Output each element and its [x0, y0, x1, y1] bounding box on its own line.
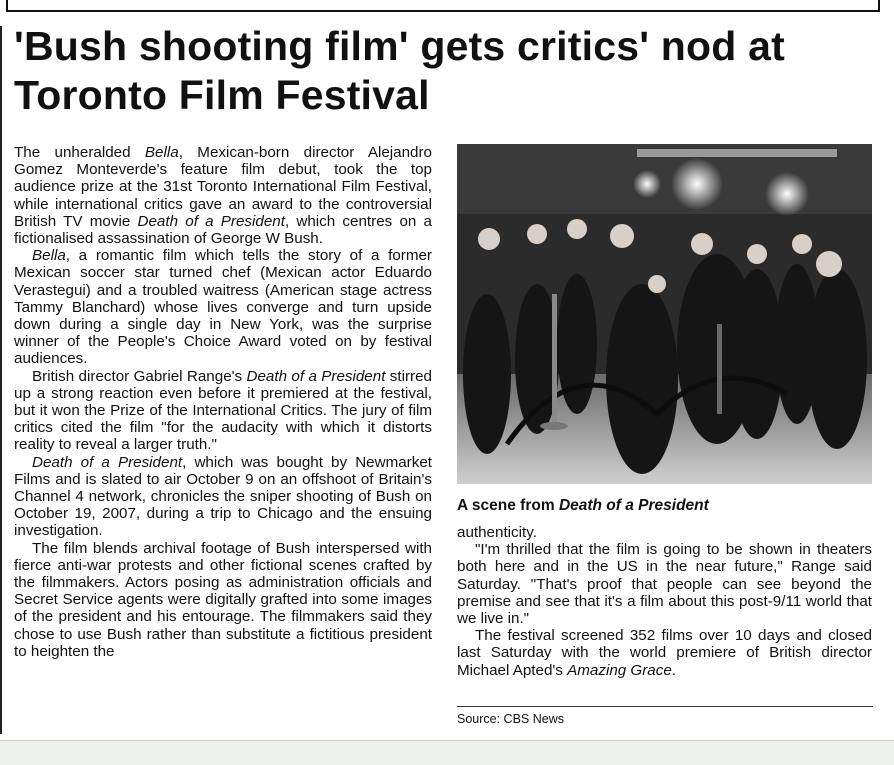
photo-caption	[457, 497, 872, 515]
text-run: , a romantic film which tells the story of a former Mexican soccer star turned chef (Mexican actor Eduardo Verastegui) and a troubled waitress (American stage actress Tammy Blanchard) whose lives converge and turn upside down during a single day in New York, was the surprise winner of the People's Choice Award voted on by festival audiences.	[14, 247, 432, 368]
italic-title-text: Death of a President	[558, 497, 709, 514]
headline: 'Bush shooting film' gets critics' nod at Toronto Film Festival	[14, 23, 785, 118]
article-paragraph	[457, 541, 872, 627]
article-paragraph	[14, 247, 432, 367]
text-run: , which centres on a fictionalised assassination of George W Bush.	[14, 212, 433, 248]
source-divider	[457, 706, 873, 707]
top-frame-border	[6, 0, 880, 12]
italic-title-text: Bella	[32, 247, 66, 265]
text-run: authenticity.	[457, 524, 537, 541]
article-paragraph	[14, 368, 432, 454]
italic-title-text: Death of a President	[137, 212, 285, 230]
italic-title-text: Death of a President	[246, 367, 386, 385]
article-paragraph	[457, 627, 872, 679]
left-column-text	[14, 144, 432, 660]
text-run: The festival screened 352 films over 10 days and closed last Saturday with the world premiere of British director Michael Apted's	[457, 627, 872, 679]
article-paragraph	[14, 144, 432, 247]
article-paragraph	[14, 454, 432, 540]
italic-title-text: Bella	[144, 144, 179, 161]
news-photo	[457, 144, 872, 484]
text-run: , which was bought by Newmarket Films and is slated to air October 9 on an offshoot of Britain's Channel 4 network, chronicles the sniper shooting of Bush on October 19, 2007, during a trip to Chicago and the ensuing investigation.	[14, 453, 432, 540]
article-paragraph	[14, 540, 432, 660]
text-run: A scene from	[457, 497, 559, 514]
text-run: .	[671, 661, 677, 679]
italic-title-text: Death of a President	[32, 453, 183, 471]
right-column-text	[457, 524, 872, 679]
text-run: "I'm thrilled that the film is going to be shown in theaters both here and in the US in the near future," Range said Saturday. "That's proof that people can see beyond the premise and see that it's a film about this post-9/11 world that we live in."	[457, 541, 872, 628]
bottom-margin-band	[0, 740, 894, 765]
text-run: , Mexican-born director Alejandro Gomez Monteverde's feature film debut, took the top audience prize at the 31st Toronto International Film Festival, while international critics gave an award to the controversial British TV movie	[14, 144, 433, 230]
text-run: The unheralded	[14, 144, 145, 161]
italic-title-text: Amazing Grace	[567, 661, 672, 679]
article-paragraph	[457, 524, 872, 541]
text-run: The film blends archival footage of Bush interspersed with fierce anti-war protests and other fictional scenes crafted by the filmmakers. Actors posing as administration officials and Secret Service agents were digitally grafted into some images of the president and his entourage. The filmmakers said they chose to use Bush rather than substitute a fictitious president to heighten the	[14, 539, 432, 660]
source-credit: Source: CBS News	[457, 712, 564, 726]
left-column-rule	[0, 26, 2, 734]
text-run: British director Gabriel Range's	[32, 367, 247, 385]
text-run: stirred up a strong reaction even before it premiered at the festival, but it won the Prize of the International Critics. The jury of film critics cited the film "for the audacity with which it distorts reality to reveal a larger truth."	[14, 367, 432, 454]
